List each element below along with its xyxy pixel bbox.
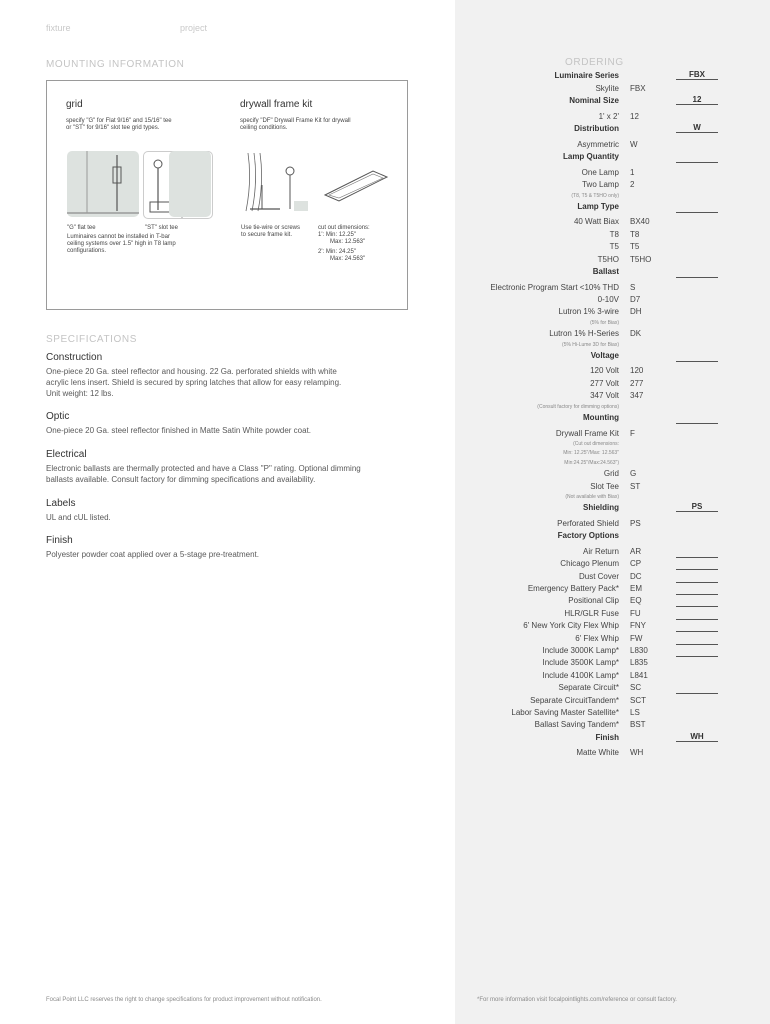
ordering-entry-line[interactable] [676, 631, 718, 632]
ordering-option-label: T5HO [597, 254, 619, 264]
ordering-entry-line[interactable] [676, 162, 718, 163]
ordering-group-heading: Ballast [592, 267, 619, 276]
ordering-option-label: T8 [609, 229, 619, 239]
ordering-option-code: FW [630, 633, 643, 643]
ordering-note: Min:24.25"/Max:24.563") [564, 459, 619, 466]
ordering-option-code: LS [630, 707, 640, 717]
ordering-option-code: 1 [630, 167, 635, 177]
ordering-option-label: Include 3500K Lamp* [542, 658, 619, 668]
fixture-label: fixture [46, 23, 71, 33]
construction-text: One-piece 20 Ga. steel reflector and housing. 22 Ga. perforated shields with white acrylic lens insert. Shield is secured by spring latches that allow for easy relamping. Unit weight: 12 lbs. [46, 367, 342, 398]
drywall-tie-wire-illustration [240, 151, 312, 217]
ordering-entry-line[interactable] [676, 693, 718, 694]
slot-tee-caption: "ST" slot tee [145, 225, 178, 231]
ordering-entry-line[interactable] [676, 361, 718, 362]
ordering-option-label: Two Lamp [582, 180, 619, 190]
finish-text: Polyester powder coat applied over a 5-stage pre-treatment. [46, 550, 260, 559]
ordering-option-code: 277 [630, 378, 644, 388]
ordering-note: (Cut out dimensions: [573, 440, 619, 447]
optic-heading: Optic [46, 411, 70, 422]
electrical-text: Electronic ballasts are thermally protected and have a Class "P" rating. Optional dimming ballasts available. Consult factory for dimming specifications and availability. [46, 464, 361, 484]
ordering-option-label: Drywall Frame Kit [555, 428, 619, 438]
drywall-frame-illustration [319, 151, 393, 217]
ordering-option-label: One Lamp [581, 167, 619, 177]
ordering-option-code: L830 [630, 645, 648, 655]
ordering-group-heading: Luminaire Series [554, 71, 619, 80]
tie-wire-drawing [240, 151, 312, 217]
ordering-option-code: FBX [630, 84, 646, 93]
drywall-description: specify "DF" Drywall Frame Kit for drywall ceiling conditions. [240, 118, 351, 131]
ordering-option-label: 0-10V [597, 294, 619, 304]
ordering-option-label: Emergency Battery Pack* [527, 583, 619, 593]
ordering-option-code: 2 [630, 180, 635, 190]
mounting-section-title: MOUNTING INFORMATION [46, 59, 185, 70]
ordering-option-code: PS [630, 518, 641, 528]
ordering-group-heading: Voltage [590, 350, 619, 360]
ordering-option-code: AR [630, 546, 642, 556]
ordering-option-code: 347 [630, 391, 644, 401]
ordering-option-code: EM [630, 583, 642, 593]
ordering-option-label: Separate CircuitTandem* [530, 695, 619, 705]
ordering-option-code: SC [630, 683, 642, 693]
flat-tee-drawing [67, 151, 139, 217]
ordering-option-code: W [630, 139, 638, 149]
ordering-note: (T8, T5 & T5HO only) [571, 192, 619, 199]
ordering-option-code: T5 [630, 242, 640, 252]
ordering-option-label: Lutron 1% 3-wire [558, 307, 619, 317]
flat-tee-illustration [67, 151, 139, 217]
ordering-entry-line[interactable] [676, 619, 718, 620]
ordering-selected-code: FBX [676, 70, 718, 80]
mounting-info-box [46, 80, 408, 310]
flat-tee-caption: "G" flat tee [67, 225, 96, 231]
ordering-option-label: Slot Tee [590, 481, 619, 491]
ordering-entry-line[interactable] [676, 606, 718, 607]
ordering-option-code: S [630, 282, 636, 292]
ordering-selected-code: PS [676, 502, 718, 512]
finish-heading: Finish [46, 535, 73, 546]
grid-heading: grid [66, 99, 83, 110]
construction-heading: Construction [46, 352, 103, 363]
ordering-option-label: Grid [603, 469, 619, 479]
ordering-selected-code: W [676, 123, 718, 133]
ordering-option-code: T5HO [630, 254, 652, 264]
ordering-option-label: Asymmetric [577, 139, 619, 149]
ordering-option-code: L835 [630, 658, 648, 668]
grid-note: Luminaires cannot be installed in T-bar ceiling systems over 1.5" high in T8 lamp configurations. [67, 234, 176, 254]
ordering-note: Min: 12.25"/Max: 12.563" [563, 450, 619, 457]
ordering-option-code: BX40 [630, 217, 650, 227]
ordering-option-code: FNY [630, 621, 646, 631]
ordering-note: (5% Hi-Lume 3D for Biax) [562, 341, 619, 348]
ordering-option-code: DC [630, 571, 642, 581]
ordering-option-label: 6' Flex Whip [575, 633, 619, 643]
ordering-option-code: SCT [630, 695, 646, 705]
ordering-note: (Not available with Biax) [565, 493, 619, 500]
ordering-option-label: Labor Saving Master Satellite* [511, 707, 619, 717]
project-label: project [180, 23, 208, 33]
ordering-option-code: CP [630, 559, 642, 569]
ordering-option-label: Positional Clip [568, 596, 619, 606]
ordering-option-code: ST [630, 481, 641, 491]
slot-tee-panel-shading [169, 151, 211, 217]
ordering-option-code: DH [630, 307, 642, 317]
footer-disclaimer: Focal Point LLC reserves the right to change specifications for product improvement without notification. [46, 997, 322, 1003]
tie-wire-note: Use tie-wire or screws to secure frame kit. [241, 225, 301, 238]
ordering-group-heading: Mounting [583, 413, 619, 422]
ordering-entry-line[interactable] [676, 277, 718, 278]
specifications-section-title: SPECIFICATIONS [46, 334, 138, 345]
ordering-selected-code: 12 [676, 95, 718, 105]
grid-description: specify "G" for Flat 9/16" and 15/16" tee or "ST" for 9/16" slot tee grid types. [66, 118, 172, 131]
ordering-option-label: T5 [609, 242, 619, 252]
drywall-heading: drywall frame kit [240, 99, 313, 110]
frame-kit-drawing [319, 151, 393, 217]
ordering-option-code: L841 [630, 670, 648, 680]
ordering-group-heading: Finish [595, 732, 619, 742]
ordering-option-code: BST [630, 720, 646, 730]
ordering-option-code: EQ [630, 596, 642, 606]
ordering-option-label: Lutron 1% H-Series [549, 329, 619, 339]
ordering-option-code: 12 [630, 111, 639, 121]
ordering-option-code: FU [630, 608, 641, 618]
ordering-entry-line[interactable] [676, 569, 718, 570]
ordering-group-heading: Lamp Quantity [562, 152, 619, 162]
ordering-option-code: F [630, 428, 635, 438]
ordering-entry-line[interactable] [676, 582, 718, 583]
ordering-entry-line[interactable] [676, 656, 718, 657]
ordering-note: (Consult factory for dimming options) [537, 403, 619, 410]
ordering-selected-code: WH [676, 732, 718, 742]
ordering-option-code: D7 [630, 294, 641, 304]
ordering-option-code: DK [630, 329, 642, 339]
labels-heading: Labels [46, 498, 76, 509]
ordering-group-heading: Lamp Type [577, 201, 619, 211]
ordering-group-heading: Factory Options [557, 531, 619, 541]
ordering-option-label: Chicago Plenum [560, 559, 619, 569]
optic-text: One-piece 20 Ga. steel reflector finished in Matte Satin White powder coat. [46, 426, 312, 435]
ordering-option-label: 347 Volt [590, 391, 619, 401]
ordering-option-label: Matte White [576, 748, 619, 758]
ordering-entry-line[interactable] [676, 594, 718, 595]
ordering-entry-line[interactable] [676, 644, 718, 645]
ordering-option-label: 6' New York City Flex Whip [523, 621, 619, 631]
ordering-option-label: Separate Circuit* [558, 683, 619, 693]
ordering-section-title: ORDERING [565, 57, 624, 68]
ordering-option-label: 277 Volt [590, 378, 619, 388]
footer-reference-note: *For more information visit focalpointlights.com/reference or consult factory. [477, 997, 677, 1003]
ordering-group-heading: Nominal Size [569, 96, 619, 106]
ordering-option-code: 120 [630, 366, 644, 376]
ordering-option-label: Electronic Program Start <10% THD [490, 282, 619, 292]
ordering-option-code: WH [630, 748, 644, 758]
ordering-option-label: HLR/GLR Fuse [564, 608, 619, 618]
ordering-option-label: Include 4100K Lamp* [542, 670, 619, 680]
ordering-note: (5% for Biax) [590, 319, 619, 326]
cutout-dimensions: cut out dimensions: 1': Min: 12.25" Max: 12.563" 2': Min: 24.25" Max: 24.563" [318, 225, 370, 262]
labels-text: UL and cUL listed. [46, 513, 111, 522]
ordering-group-heading: Distribution [574, 124, 619, 134]
ordering-option-label: Dust Cover [578, 571, 619, 581]
ordering-option-label: Perforated Shield [557, 518, 619, 528]
ordering-entry-line[interactable] [676, 557, 718, 558]
ordering-entry-line[interactable] [676, 423, 718, 424]
ordering-option-label: 1' x 2' [598, 111, 619, 121]
ordering-entry-line[interactable] [676, 212, 718, 213]
ordering-option-label: Air Return [582, 546, 619, 556]
ordering-option-label: Include 3000K Lamp* [542, 645, 619, 655]
electrical-heading: Electrical [46, 449, 87, 460]
ordering-option-label: Ballast Saving Tandem* [534, 720, 619, 730]
ordering-group-heading: Shielding [583, 503, 619, 513]
ordering-option-label: 120 Volt [590, 366, 619, 376]
ordering-option-code: G [630, 469, 637, 479]
ordering-option-label: 40 Watt Biax [573, 217, 619, 227]
ordering-option-label: Skylite [595, 84, 619, 93]
ordering-option-code: T8 [630, 229, 640, 239]
